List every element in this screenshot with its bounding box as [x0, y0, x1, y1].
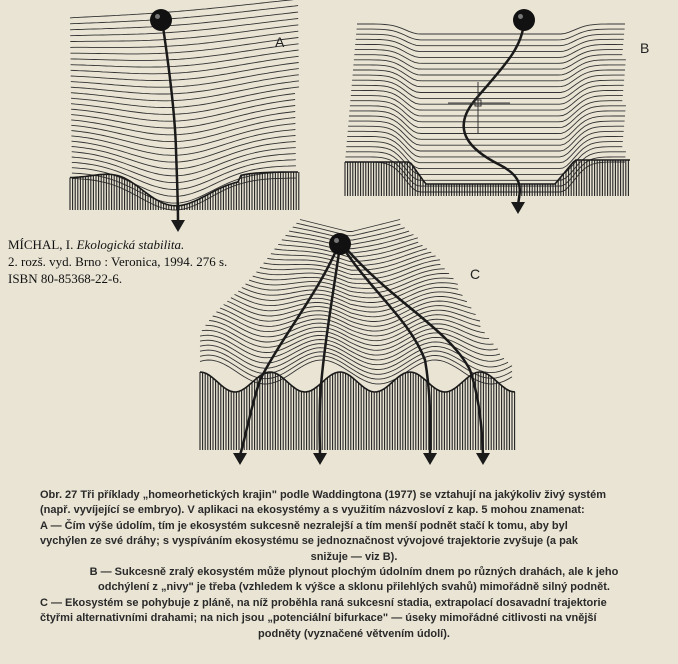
- caption-title-line-1: Obr. 27 Tři příklady „homeorhetických krajin" podle Waddingtona (1977) se vztahují na jakýkoliv živý systém: [40, 489, 606, 501]
- figure-caption: [40, 488, 668, 642]
- contour-line-c: [253, 269, 445, 289]
- caption-title-line-2: (např. vyvíjející se embryo). V aplikaci na ekosystémy a s využitím názvosloví z kap. 5 mohou znamenat:: [40, 504, 585, 517]
- trajectory-arrow-b: [511, 202, 525, 214]
- caption-c-line-2: čtyřmi alternativními drahami; na nich jsou „potenciální bifurkace" — úseky mimořádné citlivosti na vnější: [40, 612, 597, 625]
- caption-a-line-3: snižuje — viz B).: [310, 550, 398, 563]
- perturbation-cross-b: [448, 82, 510, 134]
- contour-line-c: [300, 220, 400, 232]
- contour-line-b: [355, 44, 623, 57]
- citation-line-2: 2. rozš. vyd. Brno : Veronica, 1994. 276 s.: [8, 254, 228, 269]
- caption-b-line-1: B — Sukcesně zralý ekosystém může plynout plochým údolním dnem po různých drahách, ale k jeho: [89, 566, 619, 579]
- contour-line-a: [70, 38, 298, 54]
- contour-line-a: [70, 0, 298, 18]
- trajectory-arrow-c-3: [423, 453, 437, 465]
- ball-b: [513, 9, 535, 31]
- contour-line-a: [71, 118, 295, 142]
- caption-b-line-2: odchýlení z „nivy" je třeba (vzhledem k výšce a sklonu přilehlých svahů) mimořádně silný podnět.: [98, 581, 610, 594]
- panel-label-a: A: [275, 34, 285, 50]
- bibliographic-citation: [8, 236, 227, 287]
- caption-a-line-2: vychýlen ze své dráhy; s vyspíváním ekosystému se jednoznačnost vývojové trajektorie zvyšuje (a pak: [40, 535, 579, 548]
- landscape-c-drawing: [200, 220, 515, 466]
- landscape-a-drawing: [70, 0, 299, 232]
- citation-author: MÍCHAL, I.: [8, 237, 74, 252]
- ball-c: [329, 233, 351, 255]
- contour-line-a: [72, 142, 296, 169]
- valley-b-hatching: [345, 160, 628, 196]
- contour-line-c: [242, 283, 458, 303]
- contour-line-a: [70, 12, 298, 30]
- citation-line-3: ISBN 80-85368-22-6.: [8, 271, 123, 286]
- caption-a-line-1: A — Čím výše údolím, tím je ekosystém sukcesně nezralejší a tím menší podnět stačí k tomu, aby byl: [40, 519, 568, 532]
- contour-line-b: [354, 60, 626, 75]
- trajectory-arrow-c-1: [233, 453, 247, 465]
- contour-line-b: [357, 29, 625, 40]
- contour-line-a: [70, 25, 298, 42]
- contour-line-a: [72, 136, 296, 163]
- trajectory-arrow-a: [171, 220, 185, 232]
- ball-c-highlight: [334, 238, 339, 243]
- trajectory-b: [464, 22, 524, 205]
- panel-label-c: C: [470, 266, 481, 282]
- trajectory-arrow-c-2: [313, 453, 327, 465]
- citation-line-1: [8, 236, 227, 253]
- contour-line-a: [70, 6, 298, 24]
- ball-a-highlight: [155, 14, 160, 19]
- ball-b-highlight: [518, 14, 523, 19]
- contour-line-a: [70, 19, 298, 36]
- contour-line-a: [70, 31, 298, 47]
- contour-line-a: [71, 112, 295, 135]
- contour-line-b: [354, 55, 622, 69]
- contour-line-c: [296, 223, 400, 236]
- landscape-b-drawing: [345, 9, 630, 214]
- caption-c-line-3: podněty (vyznačené větvením údolí).: [258, 627, 450, 640]
- citation-title: Ekologická stabilita.: [76, 237, 185, 252]
- ball-a: [150, 9, 172, 31]
- panel-label-b: B: [640, 40, 650, 56]
- caption-c-line-1: C — Ekosystém se pohybuje z pláně, na níž proběhla raná sukcesní stadia, extrapolací dosavadní trajektorie: [40, 596, 607, 609]
- trajectory-c-3: [342, 246, 430, 455]
- trajectory-arrow-c-4: [476, 453, 490, 465]
- valley-c-hatching: [200, 372, 515, 450]
